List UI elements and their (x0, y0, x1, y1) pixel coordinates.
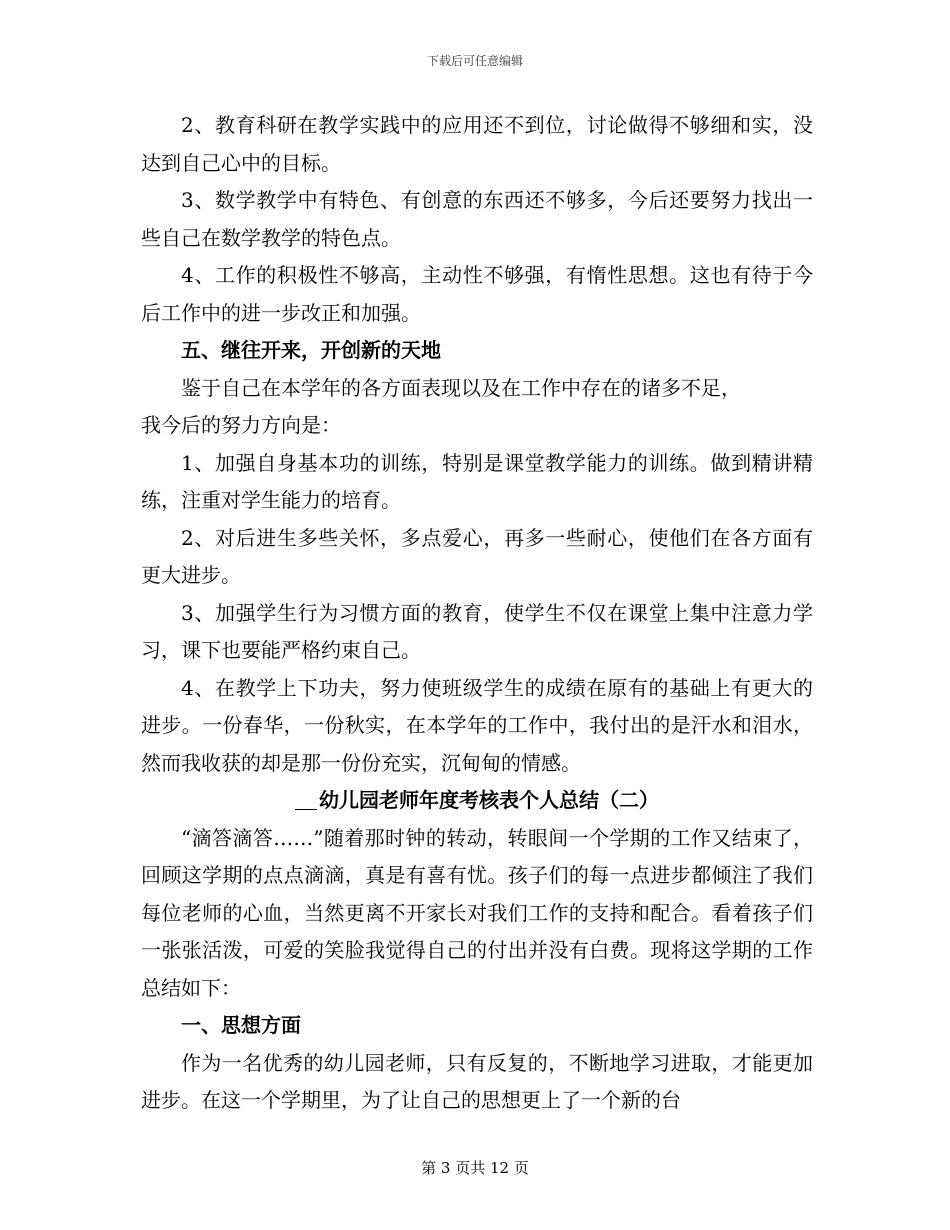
paragraph: 4、工作的积极性不够高，主动性不够强，有惰性思想。这也有待于今后工作中的进一步改正和加强。 (141, 263, 813, 325)
paragraph: 1、加强自身基本功的训练，特别是课堂教学能力的训练。做到精讲精练，注重对学生能力的培育。 (141, 450, 813, 512)
paragraph: 2、对后进生多些关怀，多点爱心，再多一些耐心，使他们在各方面有更大进步。 (141, 525, 813, 587)
paragraph: 2、教育科研在教学实践中的应用还不到位，讨论做得不够细和实，没达到自己心中的目标。 (141, 113, 813, 175)
paragraph: 3、加强学生行为习惯方面的教育，使学生不仅在课堂上集中注意力学习，课下也要能严格约束自己。 (141, 600, 813, 662)
section-heading: 一、思想方面 (181, 1013, 301, 1037)
document-body (141, 107, 813, 1120)
title-blank-line (295, 787, 317, 810)
page-header: 下载后可任意编辑 (426, 54, 523, 68)
section-heading: 五、继往开来，开创新的天地 (181, 338, 441, 362)
section-title-text: 幼儿园老师年度考核表个人总结（二） (319, 788, 659, 812)
page-footer: 第 3 页共 12 页 (421, 1159, 529, 1177)
paragraph: 鉴于自己在本学年的各方面表现以及在工作中存在的诸多不足， (181, 375, 741, 400)
paragraph: “滴答滴答……”随着那时钟的转动，转眼间一个学期的工作又结束了，回顾这学期的点点滴滴，真是有喜有忧。孩子们的每一点进步都倾注了我们每位老师的心血，当然更离不开家长对我们工作的支持和配合。看着孩子们一张张活泼，可爱的笑脸我觉得自己的付出并没有白费。现将这学期的工作总结如下： (141, 825, 813, 1000)
paragraph: 3、数学教学中有特色、有创意的东西还不够多，今后还要努力找出一些自己在数学教学的特色点。 (141, 188, 813, 250)
paragraph: 4、在教学上下功夫，努力使班级学生的成绩在原有的基础上有更大的进步。一份春华，一份秋实，在本学年的工作中，我付出的是汗水和泪水，然而我收获的却是那一份份充实，沉甸甸的情感。 (141, 675, 813, 775)
paragraph: 作为一名优秀的幼儿园老师，只有反复的，不断地学习进取，才能更加进步。在这一个学期里，为了让自己的思想更上了一个新的台 (141, 1050, 813, 1112)
paragraph: 我今后的努力方向是： (141, 413, 341, 437)
section-title (141, 782, 813, 820)
